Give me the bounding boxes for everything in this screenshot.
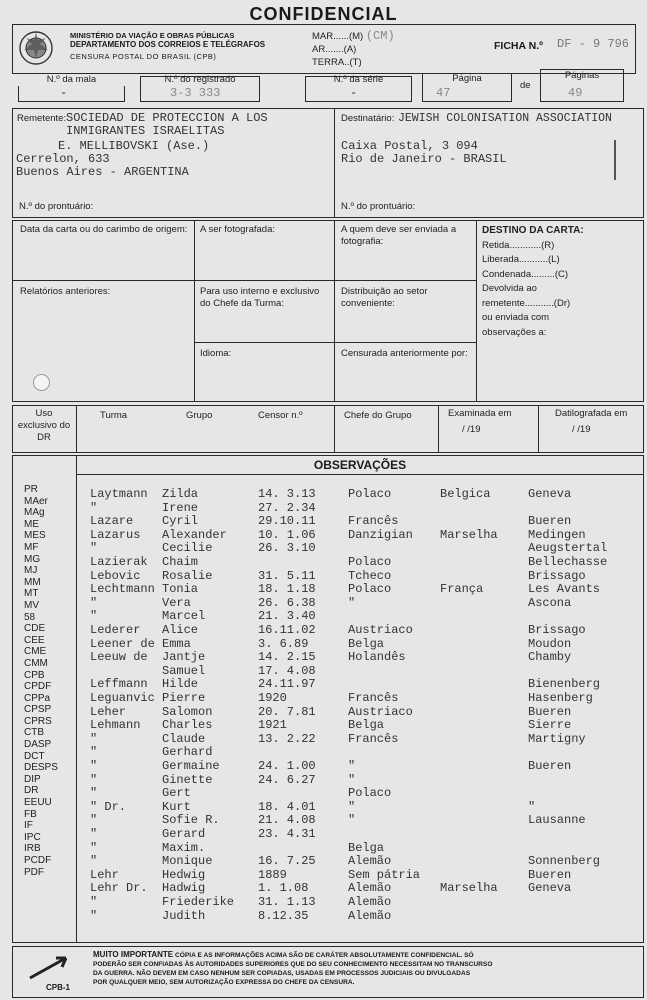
observation-row: [0, 597, 647, 610]
row-given-name: Gerhard: [162, 745, 213, 760]
row-given-name: Chaim: [162, 555, 199, 569]
department-name: DEPARTAMENTO DOS CORREIOS E TELÉGRAFOS: [70, 40, 266, 49]
destino-obs: observações a:: [482, 326, 547, 338]
service-code: DCT: [24, 750, 45, 762]
row-birth-date: 21. 3.40: [258, 609, 316, 624]
row-surname: ": [90, 786, 98, 801]
destinatario-line3: Rio de Janeiro - BRASIL: [341, 152, 507, 166]
row-birth-date: 14. 2.15: [258, 650, 316, 665]
observation-row: [0, 651, 647, 664]
row-given-name: Hilde: [162, 677, 199, 692]
row-given-name: Hedwig: [162, 867, 206, 882]
service-code: IF: [24, 820, 33, 832]
row-given-name: Maxim.: [162, 840, 206, 855]
destino-liberada: Liberada...........(L): [482, 254, 560, 265]
row-location: Aeugstertal: [528, 541, 608, 556]
observation-row: [0, 624, 647, 637]
service-code: CPSP: [24, 704, 52, 716]
row-given-name: Gerard: [162, 827, 206, 841]
row-birth-date: 26. 6.38: [258, 595, 316, 610]
service-code: MAg: [24, 507, 45, 519]
row-birth-date: 29.10.11: [258, 514, 316, 529]
remetente-line3: E. MELLIBOVSKI (Ase.): [58, 139, 210, 153]
row-birth-date: 24.11.97: [258, 677, 316, 692]
row-location: Lausanne: [528, 813, 586, 828]
row-birth-date: 14. 3.13: [258, 487, 316, 501]
serie-label: N.º da série: [333, 74, 384, 85]
row-location: Medingen: [528, 527, 586, 542]
row-given-name: Pierre: [162, 691, 206, 705]
row-surname: Laytmann: [90, 487, 148, 501]
row-given-name: Emma: [162, 636, 191, 651]
remetente-label: Remetente:: [17, 113, 67, 124]
row-surname: ": [90, 595, 98, 610]
grupo-label: Grupo: [186, 410, 213, 421]
observation-row: [0, 774, 647, 787]
service-code: MG: [24, 553, 41, 565]
service-code: IPC: [24, 831, 41, 843]
paginas-label: Páginas: [564, 70, 600, 81]
service-code: CPRS: [24, 715, 52, 727]
row-nationality: Francês: [348, 691, 399, 705]
footer-code: CPB-1: [46, 983, 71, 992]
row-origin-place: França: [440, 582, 484, 597]
row-nationality: ": [348, 595, 356, 610]
row-nationality: ": [348, 813, 356, 828]
row-nationality: Francês: [348, 514, 399, 529]
row-location: ": [528, 799, 536, 814]
service-code: MES: [24, 530, 46, 542]
row-surname: ": [90, 731, 98, 746]
row-surname: Leguanvic: [90, 691, 155, 705]
row-given-name: Alice: [162, 623, 199, 637]
row-birth-date: 3. 6.89: [258, 636, 309, 651]
service-code: PDF: [24, 866, 44, 878]
row-surname: ": [90, 745, 98, 760]
service-code: FB: [24, 808, 37, 820]
row-birth-date: 31. 1.13: [258, 895, 316, 909]
service-code: CDE: [24, 623, 46, 635]
row-location: Les Avants: [528, 582, 601, 597]
datilografada-value: / /19: [572, 424, 591, 435]
row-given-name: Cyril: [162, 514, 199, 529]
destino-ou: ou enviada com: [482, 312, 550, 323]
observation-row: [0, 866, 647, 882]
row-surname: ": [90, 500, 98, 515]
row-surname: Lazierak: [90, 555, 148, 569]
row-nationality: Alemão: [348, 881, 392, 896]
destino-retida: Retida............(R): [482, 239, 555, 251]
row-given-name: Germaine: [162, 759, 220, 773]
footer-text2: PODERÃO SER CONFIADAS ÀS AUTORIDADES SUPERIORES QUE DO SEU CONHECIMENTO NECESSITAM NO TRANSCURSO: [93, 961, 493, 968]
service-code: PR: [24, 484, 38, 495]
row-nationality: Polaco: [348, 487, 392, 501]
row-birth-date: 18. 1.18: [258, 582, 316, 597]
row-surname: Lederer: [90, 623, 141, 637]
arrow-icon: [26, 952, 78, 982]
row-location: Sonnenberg: [528, 854, 601, 869]
row-birth-date: 24. 1.00: [258, 759, 316, 773]
observation-row: [0, 678, 647, 691]
datilografada-label: Datilografada em: [555, 408, 628, 419]
row-nationality: Alemão: [348, 908, 392, 923]
destino-title: DESTINO DA CARTA:: [482, 225, 584, 236]
destino-condenada: Condenada.........(C): [482, 268, 569, 280]
row-given-name: Charles: [162, 718, 213, 733]
row-location: Bueren: [528, 704, 572, 719]
row-location: Hasenberg: [528, 691, 593, 705]
row-surname: ": [90, 908, 98, 923]
row-nationality: Alemão: [348, 895, 392, 909]
observation-row: [0, 542, 647, 555]
observation-row: [0, 910, 647, 923]
observation-row: [0, 882, 647, 895]
observation-row: [0, 746, 647, 759]
observation-row: [0, 706, 647, 719]
idioma-label: Idioma:: [200, 348, 232, 359]
service-code: PCDF: [24, 855, 52, 866]
service-code: DIP: [24, 773, 41, 785]
observation-row: [0, 529, 647, 542]
punch-hole: [33, 374, 50, 391]
observation-row: [0, 665, 647, 678]
row-surname: ": [90, 827, 98, 841]
observation-row: [0, 502, 647, 515]
registrado-value: 3-3 333: [170, 86, 221, 100]
row-birth-date: 16. 7.25: [258, 854, 316, 869]
footer-text4: POR QUALQUER MEIO, SEM AUTORIZAÇÃO EXPRESSA DO CHEFE DA CENSURA.: [93, 979, 355, 986]
footer-important: MUITO IMPORTANTE: [93, 950, 174, 959]
row-nationality: ": [348, 799, 356, 814]
observation-row: [0, 787, 647, 800]
row-nationality: ": [348, 772, 356, 787]
mala-value: -: [60, 86, 68, 100]
enviada-label: A quem deve ser enviada a fotografia:: [341, 224, 457, 247]
observation-row: [0, 583, 647, 596]
row-surname: Lebovic: [90, 568, 141, 583]
service-code: CMM: [24, 657, 48, 669]
row-birth-date: 1921: [258, 718, 287, 733]
observation-row: [0, 488, 647, 501]
registrado-label: N.º do registrado: [164, 74, 236, 85]
row-surname: ": [90, 541, 98, 556]
ministry-name: MINISTÉRIO DA VIAÇÃO E OBRAS PÚBLICAS: [70, 31, 235, 40]
row-birth-date: 17. 4.08: [258, 663, 316, 678]
row-location: Bueren: [528, 759, 572, 773]
row-birth-date: 8.12.35: [258, 908, 309, 923]
censurada-label: Censurada anteriormente por:: [341, 348, 468, 359]
turma-label: Turma: [100, 410, 128, 421]
row-location: Martigny: [528, 731, 586, 746]
observation-row: [0, 855, 647, 868]
row-given-name: Jantje: [162, 650, 206, 665]
service-code: CEE: [24, 634, 45, 646]
row-nationality: Holandês: [348, 650, 406, 665]
row-nationality: Polaco: [348, 582, 392, 597]
row-nationality: Polaco: [348, 786, 392, 801]
service-code: CTB: [24, 727, 44, 739]
service-code: ME: [24, 518, 39, 530]
service-code: DASP: [24, 739, 52, 751]
row-birth-date: 10. 1.06: [258, 527, 316, 542]
observation-row: [0, 828, 647, 841]
row-given-name: Cecilie: [162, 541, 213, 556]
row-nationality: Francês: [348, 731, 399, 746]
footer-text1: CÓPIA E AS INFORMAÇÕES ACIMA SÃO DE CARÁTER ABSOLUTAMENTE CONFIDENCIAL. SÓ: [175, 952, 474, 959]
service-code: MM: [24, 576, 41, 588]
destino-devolvida: Devolvida ao: [482, 283, 537, 294]
row-surname: Lechtmann: [90, 582, 155, 597]
relatorios-label: Relatórios anteriores:: [20, 286, 111, 297]
observations-title: OBSERVAÇÕES: [313, 458, 407, 472]
row-location: Brissago: [528, 623, 586, 637]
destinatario-label: Destinatário:: [341, 113, 395, 124]
row-location: Geneva: [528, 487, 572, 501]
row-birth-date: 23. 4.31: [258, 827, 316, 841]
row-nationality: Danzigian: [348, 527, 413, 542]
mar-option: MAR......(M): [312, 31, 364, 42]
row-location: Sierre: [528, 718, 572, 733]
row-given-name: Zilda: [162, 487, 199, 501]
destino-remetente: remetente...........(Dr): [482, 297, 571, 309]
service-code: CPDF: [24, 681, 52, 693]
row-birth-date: 16.11.02: [258, 623, 316, 637]
service-code: EEUU: [24, 797, 52, 809]
service-code: MAer: [24, 495, 48, 507]
destinatario-line2: Caixa Postal, 3 094: [341, 139, 478, 153]
observation-row: [0, 842, 647, 855]
row-nationality: Tcheco: [348, 568, 392, 583]
row-nationality: Belga: [348, 840, 385, 855]
service-code: MT: [24, 588, 39, 600]
mala-label: N.º da mala: [18, 74, 125, 86]
pagina-label: Página: [452, 73, 482, 84]
row-surname: ": [90, 895, 98, 909]
row-given-name: Irene: [162, 500, 199, 515]
service-code: MJ: [24, 565, 38, 577]
ar-option: AR.......(A): [312, 44, 357, 55]
row-given-name: Sofie R.: [162, 813, 220, 828]
row-location: Geneva: [528, 881, 572, 896]
row-location: Bueren: [528, 867, 572, 882]
row-location: Chamby: [528, 650, 572, 665]
service-code: MF: [24, 541, 39, 553]
service-code: CPPa: [24, 692, 51, 704]
row-surname: Lehmann: [90, 718, 141, 733]
observation-row: [0, 610, 647, 623]
ficha-label: FICHA N.º: [494, 40, 543, 52]
row-surname: ": [90, 813, 98, 828]
paginas-value: 49: [568, 86, 583, 100]
mar-mark: (CM): [365, 29, 395, 43]
uso-interno-label: Para uso interno e exclusivo do Chefe da Turma:: [200, 286, 320, 309]
row-given-name: Gert: [162, 786, 191, 801]
row-nationality: Sem pátria: [348, 867, 421, 882]
remetente-line1: SOCIEDAD DE PROTECCION A LOS: [66, 111, 268, 125]
distribuicao-label: Distribuição ao setor conveniente:: [341, 286, 428, 309]
row-nationality: Austriaco: [348, 623, 413, 637]
row-location: Moudon: [528, 636, 572, 651]
destinatario-line1: JEWISH COLONISATION ASSOCIATION: [398, 112, 612, 125]
row-origin-place: Marselha: [440, 881, 498, 896]
row-birth-date: 1889: [258, 867, 287, 882]
row-birth-date: 1. 1.08: [258, 881, 309, 896]
row-given-name: Salomon: [162, 704, 213, 719]
row-surname: ": [90, 840, 98, 855]
examinada-label: Examinada em: [448, 408, 512, 419]
row-nationality: Belga: [348, 718, 385, 733]
row-given-name: Rosalie: [162, 568, 213, 583]
row-location: Bienenberg: [528, 677, 601, 692]
row-given-name: Marcel: [162, 609, 206, 624]
row-surname: Leeuw de: [90, 650, 148, 665]
service-code: IRB: [24, 843, 41, 855]
row-surname: ": [90, 759, 98, 773]
row-location: Ascona: [528, 595, 572, 610]
row-location: Bueren: [528, 514, 572, 529]
remetente-line2: INMIGRANTES ISRAELITAS: [66, 124, 225, 138]
row-surname: Lazare: [90, 514, 134, 529]
remetente-line5: Buenos Aires - ARGENTINA: [16, 165, 189, 179]
service-code: MV: [24, 599, 39, 611]
uso-dr-label: Uso exclusivo do DR: [17, 408, 71, 443]
remetente-line4: Cerrelon, 633: [16, 152, 110, 166]
observation-row: [0, 719, 647, 732]
row-birth-date: 20. 7.81: [258, 704, 316, 719]
row-given-name: Tonia: [162, 582, 199, 597]
observation-row: [0, 515, 647, 528]
de-label: de: [520, 80, 531, 91]
censorship-name: CENSURA POSTAL DO BRASIL (CPB): [70, 52, 217, 61]
ficha-value: DF - 9 796: [557, 37, 630, 51]
row-surname: Lehr: [90, 867, 119, 882]
row-birth-date: 27. 2.34: [258, 500, 316, 515]
row-given-name: Claude: [162, 731, 206, 746]
row-nationality: Alemão: [348, 854, 392, 869]
confidential-title: CONFIDENCIAL: [249, 4, 398, 24]
row-given-name: Ginette: [162, 772, 213, 787]
chefe-label: Chefe do Grupo: [344, 410, 412, 421]
examinada-value: / /19: [462, 424, 481, 435]
row-given-name: Judith: [162, 908, 206, 923]
observation-row: [0, 570, 647, 583]
row-given-name: Samuel: [162, 663, 206, 678]
row-given-name: Kurt: [162, 799, 191, 814]
observation-row: [0, 814, 647, 827]
row-birth-date: 18. 4.01: [258, 799, 316, 814]
row-given-name: Alexander: [162, 527, 227, 542]
coat-of-arms-icon: [16, 28, 56, 68]
row-birth-date: 26. 3.10: [258, 541, 316, 556]
row-surname: Lehr Dr.: [90, 881, 148, 896]
row-surname: Leener de: [90, 636, 155, 651]
remetente-prontuario: N.º do prontuário:: [19, 201, 94, 212]
row-nationality: Polaco: [348, 555, 392, 569]
service-code: CPB: [24, 669, 45, 681]
row-origin-place: Marselha: [440, 527, 498, 542]
observation-row: [0, 760, 647, 773]
observation-row: [0, 896, 647, 909]
row-birth-date: 31. 5.11: [258, 568, 316, 583]
observation-row: [0, 553, 647, 569]
row-nationality: ": [348, 759, 356, 773]
row-location: Bellechasse: [528, 555, 608, 569]
row-surname: Lazarus: [90, 527, 141, 542]
footer-text3: DA GUERRA. NÃO DEVEM EM CASO NENHUM SER COPIADAS, USADAS EM PROCESSOS JUDICIAIS OU DIVULGADAS: [93, 970, 471, 977]
data-carta-label: Data da carta ou do carimbo de origem:: [20, 224, 188, 235]
terra-option: TERRA..(T): [312, 57, 362, 68]
row-given-name: Monique: [162, 854, 213, 869]
observation-row: [0, 733, 647, 746]
row-given-name: Vera: [162, 595, 191, 610]
row-birth-date: 24. 6.27: [258, 772, 316, 787]
row-surname: Leher: [90, 704, 127, 719]
observation-row: [0, 638, 647, 651]
row-nationality: Belga: [348, 636, 385, 651]
row-surname: Leffmann: [90, 677, 148, 692]
observation-row: [0, 801, 647, 814]
row-given-name: Hadwig: [162, 881, 206, 896]
row-birth-date: 21. 4.08: [258, 813, 316, 828]
row-origin-place: Belgica: [440, 487, 491, 501]
observation-rows: [0, 488, 647, 928]
service-code: DR: [24, 785, 39, 797]
row-surname: " Dr.: [90, 799, 127, 814]
pagina-value: 47: [436, 86, 451, 100]
row-location: Brissago: [528, 568, 586, 583]
serie-value: -: [350, 86, 358, 100]
destinatario-prontuario: N.º do prontuário:: [341, 201, 416, 212]
row-birth-date: 13. 2.22: [258, 731, 316, 746]
service-code: DESPS: [24, 762, 58, 774]
row-nationality: Austriaco: [348, 704, 413, 719]
row-birth-date: 1920: [258, 691, 287, 705]
row-surname: ": [90, 772, 98, 787]
row-surname: ": [90, 854, 98, 869]
service-code: 58: [24, 611, 36, 623]
service-code: CME: [24, 646, 47, 658]
row-surname: ": [90, 609, 98, 624]
fotografada-label: A ser fotografada:: [200, 224, 275, 235]
row-given-name: Friederike: [162, 895, 235, 909]
observation-row: [0, 692, 647, 705]
censor-label: Censor n.º: [258, 410, 303, 421]
